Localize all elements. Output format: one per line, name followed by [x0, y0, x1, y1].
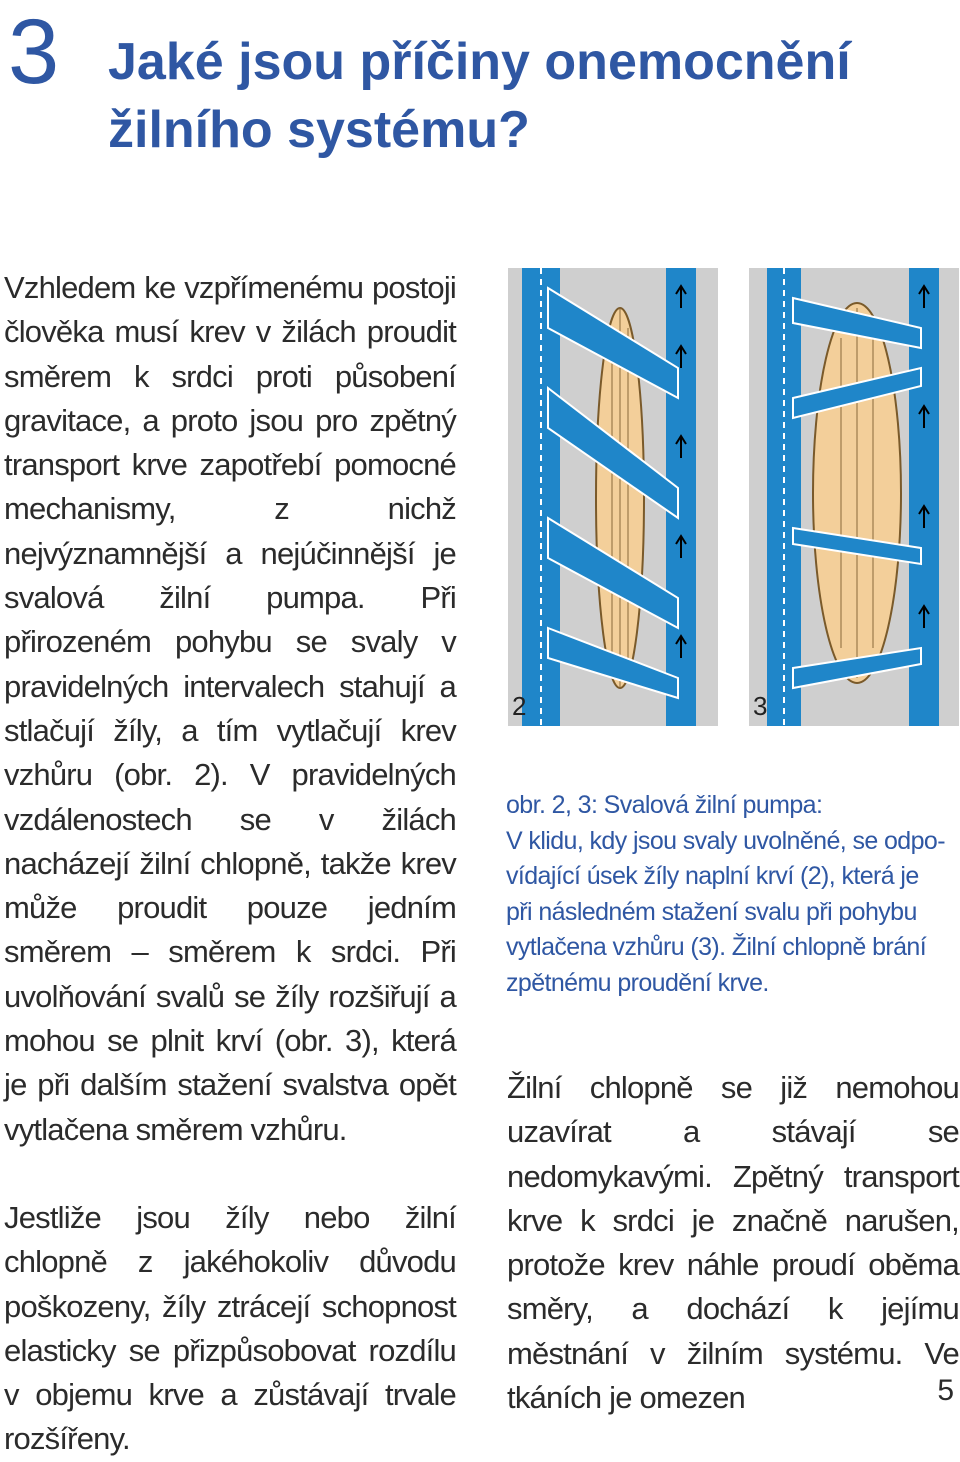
- caption-line: obr. 2, 3: Svalová žilní pumpa:: [506, 791, 823, 819]
- paragraph-damaged-veins: Jestliže jsou žíly nebo žilní chlopně z jakéhokoliv důvodu poškozeny, žíly ztrácejí schopnost elasticky se přizpůsobovat rozdílu v objemu krve a zůstávají trvale rozšířeny.: [4, 1199, 456, 1457]
- caption-line: vídající úsek žíly naplní krví (2), která je: [506, 862, 919, 890]
- chapter-title-line1: Jaké jsou příčiny onemocnění: [108, 33, 851, 91]
- figure-caption: [506, 788, 958, 1001]
- paragraph-muscle-pump: Vzhledem ke vzpřímenému postoji člověka musí krev v žilách proudit směrem k srdci proti působení gravitace, a proto jsou pro zpětný transport krve zapotřebí pomocné mechanismy, z nichž nejvýznamnější a nejúčinnější je svalová žilní pumpa. Při přirozeném pohybu se svaly v pravidelných intervalech stahují a stlačují žíly, a tím vytlačují krev vzhůru (obr. 2). V pravidelných vzdálenostech se v žilách nacházejí žilní chlopně, takže krev může proudit pouze jedním směrem – směrem k srdci. Při uvolňování svalů se žíly rozšiřují a mohou se plnit krví (obr. 3), která je při dalším stažení svalstva opět vytlačena směrem vzhůru.: [4, 270, 456, 1147]
- figure-3-muscle-pump-contracted: [749, 268, 959, 726]
- figure-3-label: 3: [753, 691, 768, 721]
- figure-2-muscle-pump-relaxed: [508, 268, 718, 726]
- right-column-paragraph: Žilní chlopně se již nemohou uzavírat a stávají se nedomykavými. Zpětný transport krve k srdci je značně narušen, protože krev náhle proudí oběma směry, a dochází k jejímu městnání v žilním systému. Ve tkáních je omezen: [507, 1070, 959, 1416]
- figure-2-label: 2: [512, 691, 527, 721]
- left-column: [4, 266, 456, 1462]
- chapter-title: [108, 28, 908, 164]
- page-number: 5: [937, 1374, 954, 1407]
- chapter-title-line2: žilního systému?: [108, 101, 530, 159]
- figure-3-illustration: [749, 268, 959, 726]
- caption-line: V klidu, kdy jsou svaly uvolněné, se odpo-: [506, 826, 945, 855]
- caption-line: zpětnému proudění krve.: [506, 968, 769, 997]
- caption-line: vytlačena vzhůru (3). Žilní chlopně brání: [506, 933, 927, 961]
- figure-2-illustration: [508, 268, 718, 726]
- caption-line: při následném stažení svalu při pohybu: [506, 897, 917, 926]
- chapter-number: 3: [8, 1, 58, 103]
